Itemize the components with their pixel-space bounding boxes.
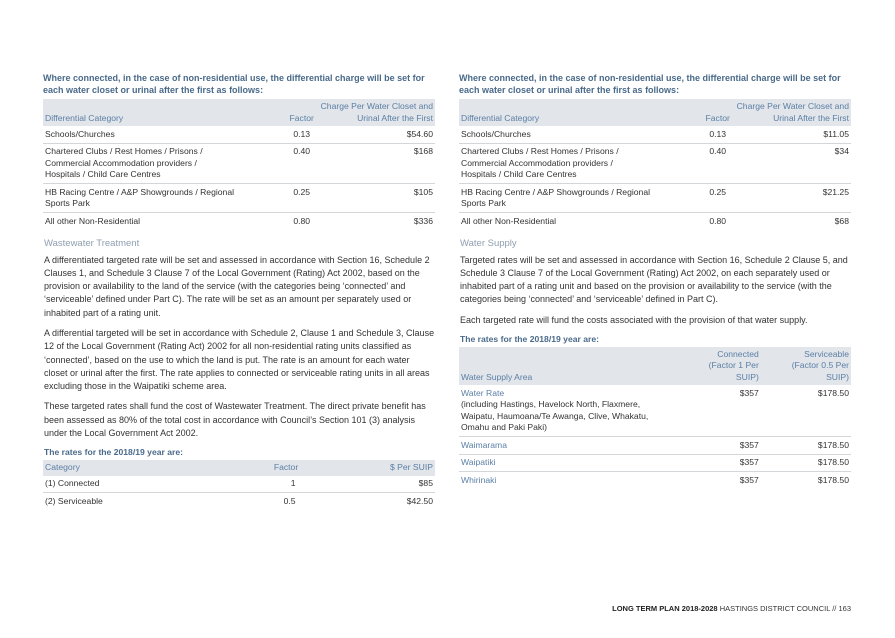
rates-label: The rates for the 2018/19 year are: (460, 333, 600, 344)
cell-factor: 0.80 (709, 215, 727, 226)
right-column (459, 72, 851, 489)
page-number: 163 (838, 604, 851, 613)
cell-serviceable: $178.50 (761, 385, 851, 437)
paragraph: A differential targeted will be set in accordance with Schedule 2, Clause 1 and Schedule 3, Clause 12 of the Local Government (Rating Act) 2002 for all non-residential rating units classified as ‘connected’, based on the use to which the land is put. The rate is an amount for each water closet or urinal after the first. The rate applies to connected or serviceable rating units in all areas excluding those in the Waipatiki scheme area. (44, 327, 435, 392)
cell-factor: 0.5 (283, 495, 296, 506)
section-heading-water-supply: Water Supply (460, 237, 517, 249)
cell-factor: 0.25 (286, 184, 317, 213)
table-row (43, 493, 435, 510)
cell-category: Chartered Clubs / Rest Homes / Prisons / Commercial Accommodation providers / Hospitals / Child Care Centres (43, 143, 286, 184)
cell-category: Chartered Clubs / Rest Homes / Prisons / Commercial Accommodation providers / Hospitals / Child Care Centres (459, 143, 702, 184)
cell-charge: $34 (733, 143, 851, 184)
col-header-factor: Factor (702, 99, 733, 126)
wastewater-rates-table (43, 460, 435, 510)
rates-label: The rates for the 2018/19 year are: (44, 447, 184, 458)
cell-connected: $357 (675, 385, 761, 437)
cell-amount: $85 (310, 476, 435, 493)
cell-factor: 0.40 (286, 143, 317, 184)
table-row (459, 143, 851, 184)
footer-separator: // (832, 604, 837, 613)
cell-category: HB Racing Centre / A&P Showgrounds / Regional Sports Park (43, 184, 286, 213)
cell-charge: $336 (413, 215, 433, 226)
cell-factor: 0.80 (293, 215, 311, 226)
col-header-per-suip: $ Per SUIP (310, 460, 435, 476)
section-heading-wastewater: Wastewater Treatment (44, 237, 140, 249)
table-row (459, 184, 851, 213)
area-name: Water Rate (461, 387, 505, 398)
water-supply-rates-table (459, 347, 851, 489)
col-header-serviceable: Serviceable (Factor 0.5 Per SUIP) (761, 347, 851, 386)
paragraph: A differentiated targeted rate will be set and assessed in accordance with Section 16, Schedule 2 Clauses 1, and Schedule 3 Clause 7 of the Local Government (Rating) Act 2002, based on the provision or availability to the land of the service (with the categories being ‘connected’ and ‘serviceable’ defined under Part C). The rate will be set as an amount per separately used or inhabited part of a rating unit. (44, 254, 430, 318)
table-row (459, 213, 851, 230)
paragraph: Targeted rates will be set and assessed in accordance with Section 16, Schedule 2 Clause 5, and Schedule 3 Clause 7 of the Local Government (Rating) Act 2002, on each separately used or inhabited part of a rating unit and based on the provision or availability to the service (with the categories being ‘connected’ and ‘serviceable’ defined in Part C). (460, 254, 848, 305)
table-row (459, 472, 851, 489)
cell-charge: $68 (834, 215, 849, 226)
cell-category: Schools/Churches (43, 126, 286, 143)
col-header-category: Category (43, 460, 263, 476)
col-header-category: Differential Category (43, 99, 286, 126)
cell-area: Whirinaki (461, 474, 497, 485)
right-differential-table (459, 99, 851, 230)
cell-charge: $105 (317, 184, 435, 213)
area-description: (including Hastings, Havelock North, Flaxmere, Waipatu, Haumoana/Te Awanga, Clive, Whakatu, Omahu and Paki Paki) (461, 399, 649, 433)
paragraph: These targeted rates shall fund the cost of Wastewater Treatment. The direct private benefit has been assessed as 80% of the total cost in accordance with Council’s Section 101 (3) analysis under the Local Government Act 2002. (44, 401, 426, 439)
col-header-charge: Charge Per Water Closet and Urinal After the First (733, 99, 851, 126)
footer-council: HASTINGS DISTRICT COUNCIL (719, 604, 831, 613)
right-intro: Where connected, in the case of non-residential use, the differential charge will be set for each water closet or urinal after the first as follows: (459, 73, 841, 95)
cell-charge: $21.25 (733, 184, 851, 213)
table-row (43, 213, 435, 230)
cell-area: Waipatiki (459, 454, 675, 472)
cell-charge: $11.05 (733, 126, 851, 143)
footer-plan-title: LONG TERM PLAN 2018-2028 (612, 604, 718, 613)
cell-area (459, 385, 675, 437)
left-intro: Where connected, in the case of non-residential use, the differential charge will be set for each water closet or urinal after the first as follows: (43, 73, 425, 95)
table-row (459, 437, 851, 455)
cell-factor: 0.40 (702, 143, 733, 184)
table-row (459, 385, 851, 437)
cell-category: HB Racing Centre / A&P Showgrounds / Regional Sports Park (459, 184, 702, 213)
col-header-factor: Factor (286, 99, 317, 126)
cell-factor: 1 (263, 476, 310, 493)
cell-factor: 0.13 (702, 126, 733, 143)
cell-charge: $54.60 (317, 126, 435, 143)
table-row (459, 126, 851, 143)
col-header-factor: Factor (263, 460, 310, 476)
cell-charge: $168 (317, 143, 435, 184)
left-column (43, 72, 435, 510)
left-differential-table (43, 99, 435, 230)
col-header-area: Water Supply Area (459, 347, 675, 386)
cell-category: All other Non-Residential (45, 215, 141, 226)
cell-serviceable: $178.50 (761, 437, 851, 455)
cell-category: All other Non-Residential (461, 215, 557, 226)
col-header-category: Differential Category (459, 99, 702, 126)
page-footer (612, 604, 851, 613)
table-row (43, 476, 435, 493)
col-header-charge: Charge Per Water Closet and Urinal After the First (317, 99, 435, 126)
cell-serviceable: $178.50 (817, 474, 849, 485)
col-header-connected: Connected (Factor 1 Per SUIP) (675, 347, 761, 386)
cell-serviceable: $178.50 (761, 454, 851, 472)
cell-factor: 0.25 (702, 184, 733, 213)
table-row (459, 454, 851, 472)
cell-connected: $357 (675, 437, 761, 455)
table-row (43, 184, 435, 213)
cell-factor: 0.13 (286, 126, 317, 143)
cell-category: (2) Serviceable (45, 495, 103, 506)
cell-category: (1) Connected (43, 476, 263, 493)
cell-category: Schools/Churches (459, 126, 702, 143)
cell-amount: $42.50 (406, 495, 433, 506)
paragraph: Each targeted rate will fund the costs associated with the provision of that water supply. (460, 314, 808, 325)
table-row (43, 143, 435, 184)
table-row (43, 126, 435, 143)
cell-connected: $357 (675, 454, 761, 472)
cell-area: Waimarama (459, 437, 675, 455)
cell-connected: $357 (739, 474, 759, 485)
